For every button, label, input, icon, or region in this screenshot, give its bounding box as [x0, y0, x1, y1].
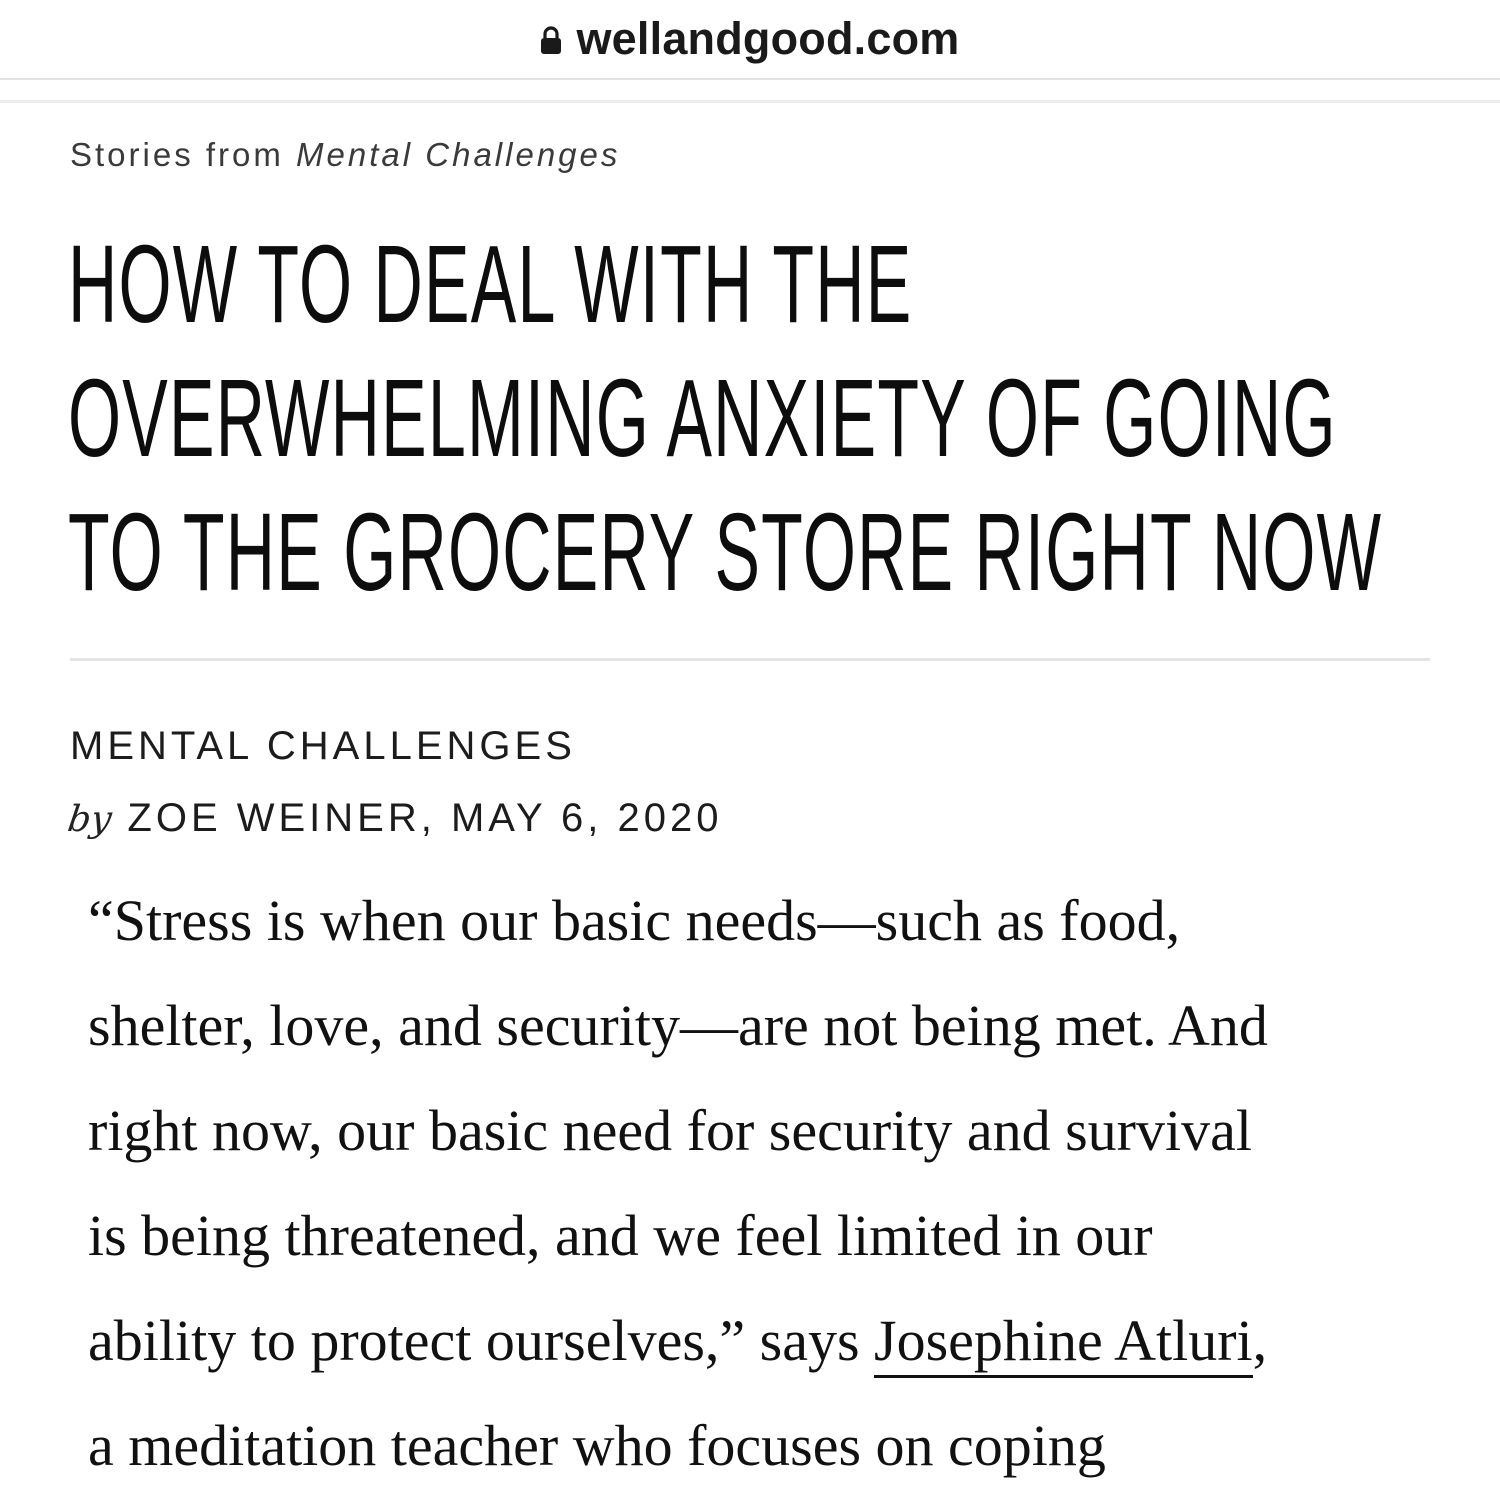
body-line: right now, our basic need for security and survival [88, 1098, 1252, 1163]
kicker-category-link[interactable]: Mental Challenges [296, 136, 621, 173]
josephine-atluri-link[interactable]: Josephine Atluri [874, 1308, 1253, 1378]
headline-line-1: HOW TO DEAL WITH THE [68, 223, 913, 346]
article-body [88, 868, 1418, 1498]
by-word: by [65, 799, 115, 840]
body-line: “Stress is when our basic needs—such as food, [88, 888, 1181, 953]
body-line-with-link [88, 1288, 1418, 1393]
category-link[interactable]: MENTAL CHALLENGES [70, 724, 576, 768]
headline-line-2: OVERWHELMING ANXIETY OF GOING [68, 357, 1337, 480]
kicker-prefix: Stories from [70, 136, 284, 173]
body-line: a meditation teacher who focuses on coping [88, 1413, 1106, 1478]
url-text: wellandgood.com [576, 13, 960, 64]
body-line: is being threatened, and we feel limited in our [88, 1203, 1153, 1268]
body-line: shelter, love, and security—are not being met. And [88, 993, 1268, 1058]
kicker [70, 136, 620, 174]
byline [65, 796, 723, 841]
body-text-segment: ability to protect ourselves,” says [88, 1308, 875, 1373]
headline-line-3: TO THE GROCERY STORE RIGHT NOW [68, 491, 1383, 614]
headline-divider [70, 658, 1430, 661]
body-text-segment: , [1252, 1308, 1268, 1373]
article-headline [68, 218, 1469, 620]
byline-author-date: ZOE WEINER, MAY 6, 2020 [127, 796, 723, 840]
